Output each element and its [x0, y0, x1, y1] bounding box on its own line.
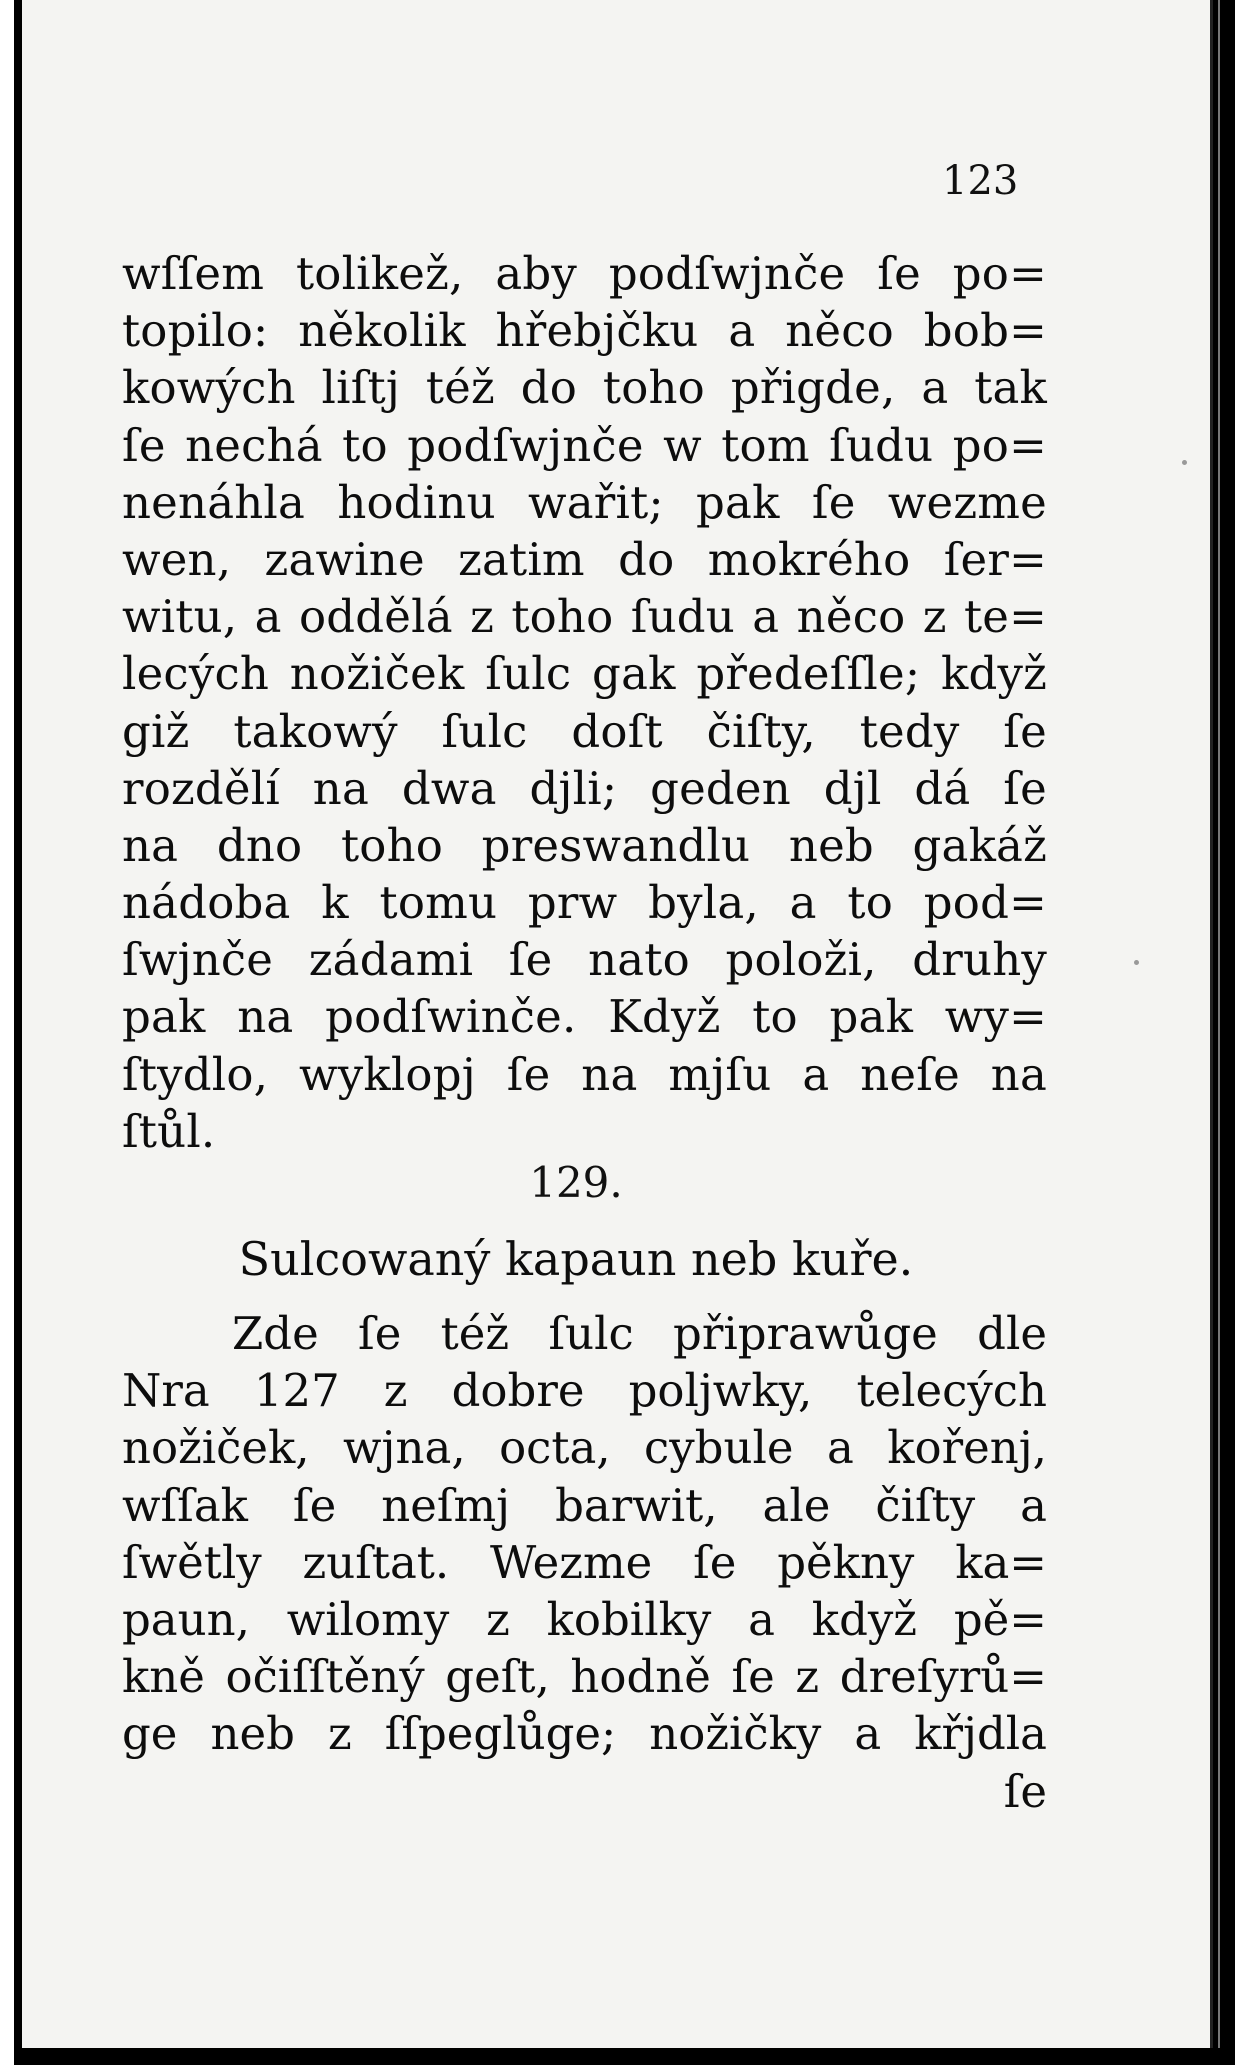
- paper-speck: [1182, 460, 1187, 465]
- text-line: wſſak ſe neſmj barwit, ale čiſty a: [122, 1478, 1047, 1532]
- text-line: ſe nechá to podſwjnče w tom ſudu po=: [122, 418, 1047, 472]
- text-line: Nra 127 z dobre poljwky, telecých: [122, 1364, 1047, 1418]
- text-line: nenáhla hodinu wařit; pak ſe wezme: [122, 475, 1047, 529]
- paper-speck: [1134, 960, 1139, 965]
- text-line: ſwjnče zádami ſe nato položi, druhy: [122, 933, 1047, 987]
- text-line: kně očiſſtěný geſt, hodně ſe z dreſyrů=: [122, 1650, 1047, 1704]
- page-number: 123: [942, 158, 1019, 204]
- text-line: ſtydlo, wyklopj ſe na mjſu a neſe na: [122, 1047, 1047, 1101]
- text-line: Zde ſe též ſulc připrawůge dle: [232, 1307, 1047, 1360]
- text-line: ſwětly zuſtat. Wezme ſe pěkny ka=: [122, 1535, 1047, 1589]
- text-line: nádoba k tomu prw byla, a to pod=: [122, 876, 1047, 930]
- text-line: ge neb z ſſpeglůge; nožičky a křjdla: [122, 1707, 1047, 1761]
- text-line: pak na podſwinče. Když to pak wy=: [122, 990, 1047, 1044]
- text-line: kowých liſtj též do toho přigde, a tak: [122, 361, 1047, 415]
- text-line: paun, wilomy z kobilky a když pě=: [122, 1592, 1047, 1646]
- adjacent-page-edge: [0, 0, 14, 2065]
- text-line: na dno toho preswandlu neb gakáž: [122, 818, 1047, 872]
- book-page: [22, 0, 1213, 2048]
- recipe-title: Sulcowaný kapaun neb kuře.: [238, 1232, 914, 1286]
- text-line: topilo: několik hřebjčku a něco bob=: [122, 304, 1047, 358]
- text-line: ſtůl.: [122, 1104, 216, 1158]
- catchword: ſe: [1003, 1764, 1047, 1818]
- recipe-number: 129.: [529, 1158, 623, 1207]
- page-edge-line: [1218, 0, 1220, 2048]
- text-line: witu, a oddělá z toho ſudu a něco z te=: [122, 590, 1047, 644]
- text-line: rozdělí na dwa djli; geden djl dá ſe: [122, 761, 1047, 815]
- recipe-paragraph: [122, 1305, 1047, 1820]
- text-line: giž takowý ſulc doſt čiſty, tedy ſe: [122, 704, 1047, 758]
- continued-paragraph: [122, 245, 1047, 1160]
- text-line: lecých nožiček ſulc gak předeſſle; když: [122, 647, 1047, 701]
- text-line: wen, zawine zatim do mokrého ſer=: [122, 532, 1047, 586]
- text-line: wſſem tolikež, aby podſwjnče ſe po=: [122, 247, 1047, 300]
- text-line: nožiček, wjna, octa, cybule a kořenj,: [122, 1421, 1047, 1475]
